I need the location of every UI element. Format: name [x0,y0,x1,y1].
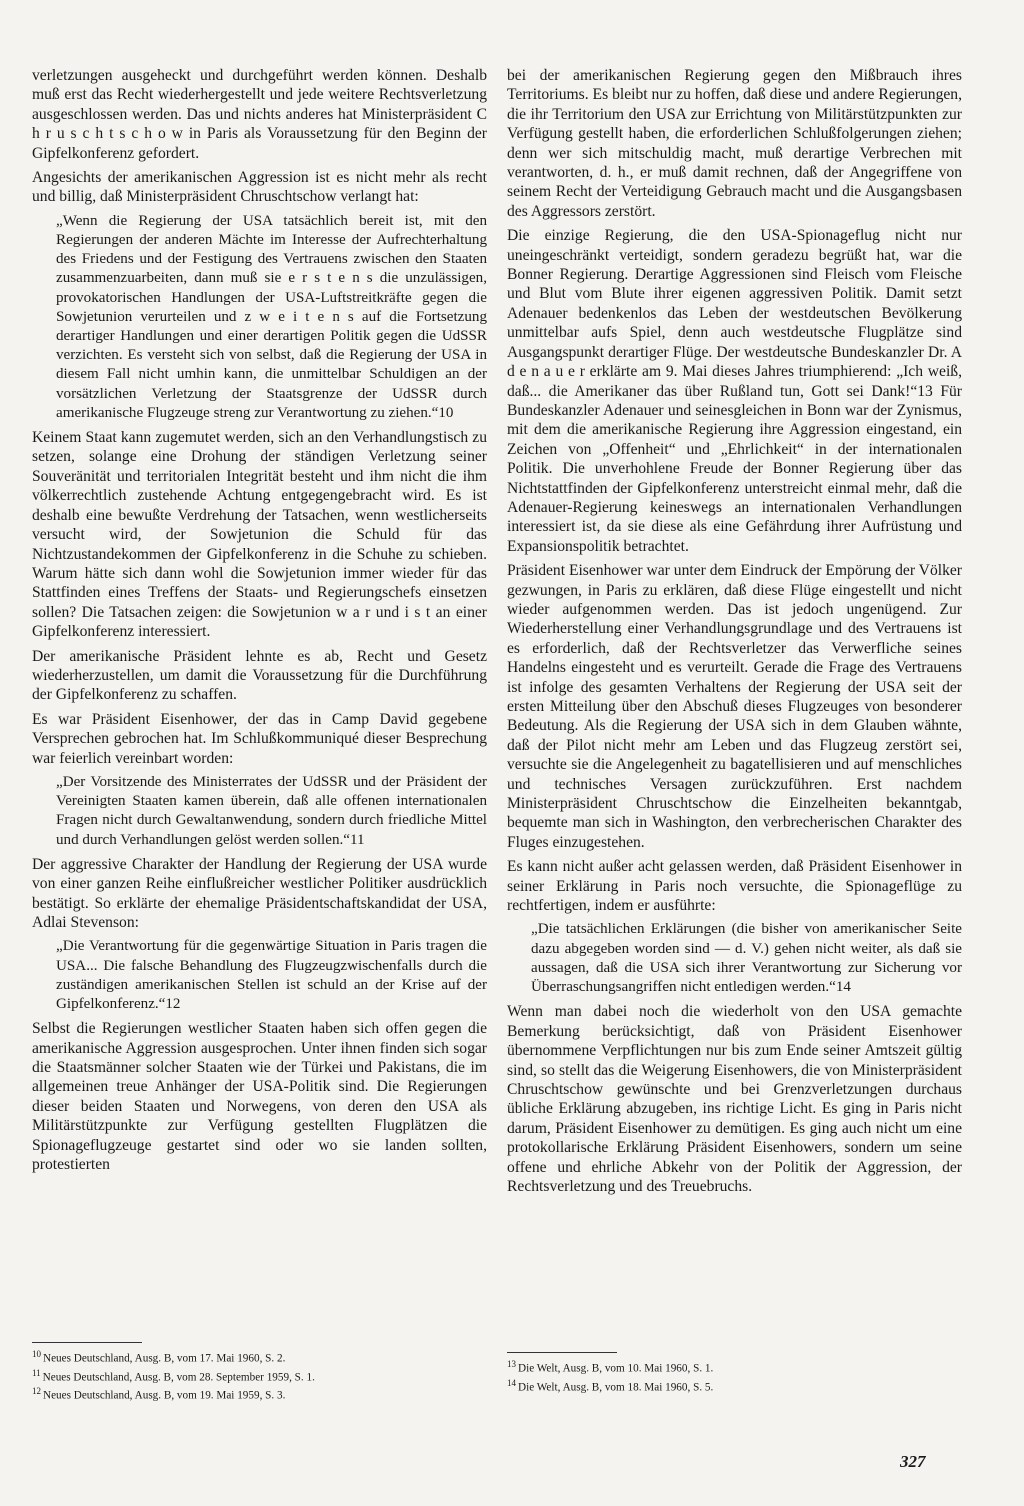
paragraph: Keinem Staat kann zugemutet werden, sich an den Verhandlungstisch zu setzen, solange eine Drohung der ständigen Verletzung seiner Souveränität und territorialen Integrität besteht und ihm nicht die ihm völkerrechtlich zustehende Achtung entgegengebracht wird. Es ist deshalb eine bewußte Verdrehung der Tatsachen, wenn westlicherseits versucht wird, der Sowjetunion die Schuld für das Nichtzustandekommen der Gipfelkonferenz in die Schuhe zu schieben. Warum hätte sich dann wohl die Sowjetunion immer wieder für das Stattfinden eines Treffens der Staats- und Regierungschefs einsetzen sollen? Die Tatsachen zeigen: die Sowjetunion w a r und i s t an einer Gipfelkonferenz interessiert. [32,429,487,641]
paragraph: Der aggressive Charakter der Handlung der Regierung der USA wurde von einer ganzen Reihe einflußreicher westlicher Politiker ausdrücklich bestätigt. So erklärte der ehemalige Präsidentschaftskandidat der USA, Adlai Stevenson: [32,855,487,932]
footnote-text: Neues Deutschland, Ausg. B, vom 17. Mai 1960, S. 2. [43,1352,286,1365]
paragraph: Wenn man dabei noch die wiederholt von den USA gemachte Bemerkung berücksichtigt, daß von Präsident Eisenhower übernommene Verpflichtungen nur bis zum Ende seiner Amtszeit gültig sind, so stellt das die Weigerung Eisenhowers, die von Ministerpräsident Chruschtschow gewünschte und bei Grenzverletzungen durchaus übliche Erklärung abzugeben, ins richtige Licht. Es ging in Paris nicht darum, Präsident Eisenhower zu demütigen. Es ging auch nicht um eine protokollarische Erklärung Präsident Eisenhowers, sondern um seine offene und ehrliche Abkehr von der Politik der Aggression, der Rechtsverletzung und des Treuebruchs. [507,1003,962,1195]
footnote-mark: 10 [32,1349,41,1359]
footnote-mark: 13 [507,1359,516,1369]
footnote-text: Die Welt, Ausg. B, vom 10. Mai 1960, S. 1. [518,1362,714,1375]
footnote-divider [32,1342,142,1343]
footnote-mark: 11 [32,1367,41,1378]
footnotes [507,1357,962,1394]
paragraph: Der amerikanische Präsident lehnte es ab, Recht und Gesetz wiederherzustellen, um damit die Voraussetzung für die Durchführung der Gipfelkonferenz zu schaffen. [32,647,487,704]
paragraph: Die einzige Regierung, die den USA-Spionageflug nicht nur uneingeschränkt verteidigt, sondern geradezu begrüßt hat, war die Bonner Regierung. Derartige Aggressionen sind Fleisch vom Fleische und Blut vom Blute ihrer eigenen aggressiven Politik. Damit setzt Adenauer bedenkenlos das Leben der westdeutschen Bevölkerung unmittelbar aufs Spiel, denn auch westdeutsche Flugplätze sind Ausgangspunkt derartiger Flüge. Der westdeutsche Bundeskanzler Dr. A d e n a u e r erklärte am 9. Mai dieses Jahres triumphierend: „Ich weiß, daß... die Amerikaner das über Rußland tun, Gott sei Dank!“13 Für Bundeskanzler Adenauer und seinesgleichen in Bonn war der Zynismus, mit dem die amerikanische Regierung ihre Aggression eingestand, ein Zeichen von „Offenheit“ und „Ehrlichkeit“ in der internationalen Politik. Die unverhohlene Freude der Bonner Regierung über das Nichtstattfinden der Gipfelkonferenz unterstreicht einmal mehr, daß die Adenauer-Regierung keineswegs an internationalen Verhandlungen interessiert ist, da sie diese als eine Gefährdung ihrer Aufrüstung und Expansionspolitik betrachtet. [507,227,962,555]
paragraph: Es war Präsident Eisenhower, der das in Camp David gegebene Versprechen gebrochen hat. Im Schlußkommuniqué dieser Besprechung war feierlich vereinbart worden: [32,710,487,767]
footnote-mark: 14 [507,1377,516,1388]
footnote [32,1366,487,1385]
paragraph: verletzungen ausgeheckt und durchgeführt werden können. Deshalb muß erst das Recht wiederhergestellt und jede weitere Rechtsverletzung ausgeschlossen werden. Das und nichts anderes hat Ministerpräsident C h r u s c h t s c h o w in Paris als Voraussetzung für den Beginn der Gipfelkonferenz gefordert. [32,67,487,162]
right-column [507,66,962,1394]
footnote-text: Neues Deutschland, Ausg. B, vom 19. Mai 1959, S. 3. [43,1390,286,1403]
footnote [507,1357,962,1376]
left-column [32,66,487,1403]
footnote [32,1347,487,1366]
footnotes [32,1347,487,1403]
block-quote: „Die tatsächlichen Erklärungen (die bisher von amerikanischer Seite dazu abgegeben worden sind — d. V.) gehen nicht weiter, als daß sie aussagen, daß die USA sich ihrer Verantwortung zur Sicherung vor Überraschungsangriffen nicht entledigen werden.“14 [531,921,962,996]
paragraph: Es kann nicht außer acht gelassen werden, daß Präsident Eisenhower in seiner Erklärung in Paris noch versuchte, die Spionageflüge zu rechtfertigen, indem er ausführte: [507,858,962,915]
block-quote: „Der Vorsitzende des Ministerrates der UdSSR und der Präsident der Vereinigten Staaten kamen überein, daß alle offenen internationalen Fragen nicht durch Gewaltanwendung, sondern durch friedliche Mittel und durch Verhandlungen gelöst werden sollen.“11 [56,773,487,848]
paragraph: Selbst die Regierungen westlicher Staaten haben sich offen gegen die amerikanische Aggression ausgesprochen. Unter ihnen finden sich sogar die Staatsmänner solcher Staaten wie der Türkei und Pakistans, die im allgemeinen treue Anhänger der USA-Politik sind. Die Regierungen dieser beiden Staaten und Norwegens, von deren den USA als Militärstützpunkte zur Verfügung gestellten Flugplätzen die Spionageflugzeuge gestartet sind oder wo sie landen sollten, protestierten [32,1020,487,1174]
footnote [507,1376,962,1395]
footnote-mark: 12 [32,1386,41,1397]
footnote-text: Neues Deutschland, Ausg. B, vom 28. September 1959, S. 1. [42,1371,315,1384]
block-quote: „Wenn die Regierung der USA tatsächlich bereit ist, mit den Regierungen der anderen Mächte im Interesse der Aufrechterhaltung des Friedens und der Festigung des Vertrauens zwischen den Staaten zusammenzuarbeiten, dann muß sie e r s t e n s die unzulässigen, provokatorischen Handlungen der USA-Luftstreitkräfte gegen die Sowjetunion verurteilen und z w e i t e n s auf die Fortsetzung derartiger Handlungen und einer derartigen Politik gegen die UdSSR verzichten. Es versteht sich von selbst, daß die Regierung der USA in diesem Fall nicht umhin kann, die unmittelbar Schuldigen an der vorsätzlichen Verletzung der Staatsgrenze der UdSSR durch amerikanische Flugzeuge streng zur Verantwortung zu ziehen.“10 [56,212,487,421]
right-column-text [507,66,962,1348]
paragraph: Präsident Eisenhower war unter dem Eindruck der Empörung der Völker gezwungen, in Paris zu erklären, daß diese Flüge eingestellt und nicht wieder aufgenommen werden. Das ist jedoch ungenügend. Zur Wiederherstellung einer Verhandlungsgrundlage und des Vertrauens ist es erforderlich, daß der Rechtsverletzer das Verwerfliche seines Handelns eingesteht und es verurteilt. Gerade die Frage des Vertrauens ist infolge des gesamten Verhaltens der Regierung der USA seit der ersten Mitteilung über den Abschuß dieses Flugzeuges von besonderer Bedeutung. Als die Regierung der USA sich in dem Glauben wähnte, daß der Pilot nicht mehr am Leben und das Flugzeug zerstört sei, versuchte sie die Angelegenheit zu bagatellisieren und auf menschliches und technisches Versagen zurückzuführen. Erst nachdem Ministerpräsident Chruschtschow die Einzelheiten bekanntgab, bequemte man sich in Washington, den verbrecherischen Charakter des Fluges einzugestehen. [507,562,962,851]
footnote-divider [507,1352,617,1353]
footnote [32,1384,487,1403]
page-number: 327 [900,1452,926,1471]
block-quote: „Die Verantwortung für die gegenwärtige Situation in Paris tragen die USA... Die falsche Behandlung des Flugzeugzwischenfalls durch die zuständigen amerikanischen Stellen ist schuld an der Krise auf der Gipfelkonferenz.“12 [56,938,487,1013]
paragraph: bei der amerikanischen Regierung gegen den Mißbrauch ihres Territoriums. Es bleibt nur zu hoffen, daß diese und andere Regierungen, die ihr Territorium den USA zur Errichtung von Militärstützpunkten zur Verfügung gestellt haben, die erforderlichen Schlußfolgerungen ziehen; denn wer sich mitschuldig macht, muß derartige Verbrechen mit verantworten, d. h., er muß damit rechnen, daß der Angegriffene von seinem Recht der Verteidigung Gebrauch macht und die Ausgangsbasen des Aggressors zerstört. [507,67,962,220]
left-column-text [32,66,487,1338]
footnote-text: Die Welt, Ausg. B, vom 18. Mai 1960, S. 5. [518,1381,714,1394]
paragraph: Angesichts der amerikanischen Aggression ist es nicht mehr als recht und billig, daß Ministerpräsident Chruschtschow verlangt hat: [32,169,487,206]
